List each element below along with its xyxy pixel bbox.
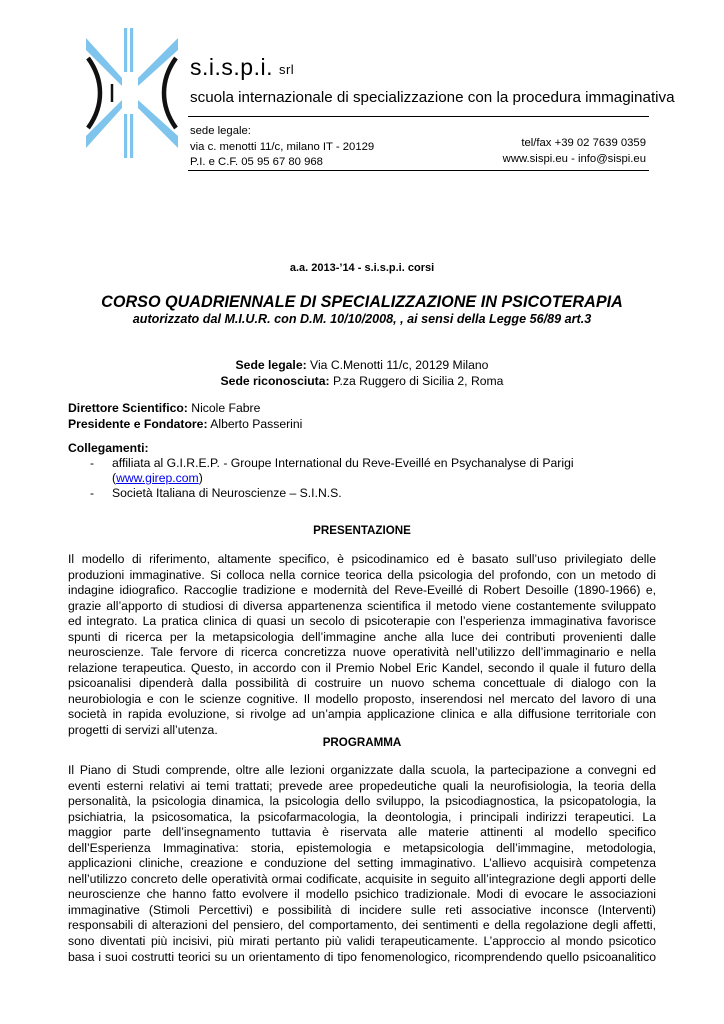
- section-title-presentazione: PRESENTAZIONE: [313, 524, 411, 537]
- sede-riconosciuta-value: P.za Ruggero di Sicilia 2, Roma: [329, 374, 504, 388]
- director-line: [68, 401, 656, 417]
- sede-legale-value: Via C.Menotti 11/c, 20129 Milano: [306, 358, 489, 372]
- section-title-programma: PROGRAMMA: [322, 736, 402, 749]
- text-line: neuroscienze che hanno fatto evolvere il modello psichico tradizionale. Modi di evocare le associazioni: [68, 887, 656, 902]
- sispi-logo-icon: [82, 28, 182, 158]
- text-line: relazione terapeutica. Questo, in accordo con il Premio Nobel Eric Kandel, secondo il quale il futuro della: [68, 660, 656, 675]
- course-subtitle: autorizzato dal M.I.U.R. con D.M. 10/10/2008, , ai sensi della Legge 56/89 art.3: [132, 312, 592, 326]
- founder-line: [68, 417, 656, 433]
- paragraph-presentazione: [68, 552, 656, 739]
- course-title: CORSO QUADRIENNALE DI SPECIALIZZAZIONE IN PSICOTERAPIA: [101, 293, 623, 311]
- text-line: neuroscienze. Tale fervore di ricerca concretizza nuove operatività nell’utilizzo dell’immaginario e nella: [68, 645, 656, 660]
- brand-suffix: srl: [278, 62, 295, 77]
- text-line: applicazioni cliniche, creazione e conduzione del setting immaginativo. L’allievo acquisirà competenza: [68, 856, 656, 871]
- text-line: maggior parte dell’insegnamento tuttavia è riservata alle materie attinenti al modello specifico: [68, 825, 656, 840]
- links-label: Collegamenti:: [68, 441, 149, 455]
- text-line: psichiatria, la psicosomatica, la psicofarmacologia, la deontologia, i principali indirizzi terapeutici. La: [68, 809, 656, 824]
- brand-text: s.i.s.p.i.: [190, 54, 273, 80]
- header-divider-top: [188, 116, 649, 117]
- text-line: neurobiologia e con le scienze cognitive. Il modello proposto, inserendosi nel mercato del lavoro di una: [68, 691, 656, 706]
- text-line: ed integrato. La pratica clinica di quasi un secolo di psicoterapie con l’esperienza immaginativa favorisce: [68, 614, 656, 629]
- paren-open: (: [112, 471, 117, 485]
- legal-label: sede legale:: [190, 125, 251, 137]
- text-line: Il modello di riferimento, altamente specifico, è psicodinamico ed è basato sull’uso privilegiato delle: [68, 552, 656, 566]
- text-line: basa i suoi costrutti teorici su un orientamento di tipo fenomenologico, ricomprendendo quello psicoanalitico: [68, 949, 656, 964]
- legal-tax-id: P.I. e C.F. 05 95 67 80 968: [190, 156, 323, 168]
- founder-label: Presidente e Fondatore:: [68, 416, 208, 431]
- brand-name: [190, 54, 294, 81]
- director-label: Direttore Scientifico:: [68, 401, 188, 415]
- text-line: dell’Esperienza Immaginativa: storia, epistemologia e metapsicologia dell’immagine, metodologia,: [68, 840, 656, 855]
- text-line: personalità, la psicologia dinamica, la psicologia dello sviluppo, la psicodiagnostica, la psicopatologia, la: [68, 794, 656, 809]
- people-block: [68, 401, 656, 432]
- link-item-girep-url-line: [112, 471, 203, 487]
- founder-value: Alberto Passerini: [207, 416, 303, 431]
- text-line: indagine idiografico. Raccoglie tradizione e modernità del Reve-Eveillé di Robert Desoille (1890-1966) e,: [68, 583, 656, 598]
- list-bullet: -: [90, 456, 95, 470]
- director-value: Nicole Fabre: [187, 401, 261, 415]
- text-line: progetti di servizi all’utenza.: [68, 723, 218, 738]
- academic-year: a.a. 2013-’14 - s.i.s.p.i. corsi: [289, 262, 435, 274]
- text-line: produzioni immaginative. Si colloca nella cornice teorica della psicologia del profondo, con un metodo di: [68, 567, 656, 582]
- legal-address-block: [190, 124, 374, 171]
- contact-web: www.sispi.eu - info@sispi.eu: [502, 152, 646, 165]
- tagline: scuola internazionale di specializzazione con la procedura immaginativa: [190, 89, 675, 106]
- text-line: immaginative (Stimoli Percettivi) e possibilità di incidere sulle reti associative inconsce (Interventi): [68, 902, 656, 917]
- text-line: società in rapida evoluzione, si rivolge ad un’ampia applicazione clinica e alla diffusione territoriale con: [68, 707, 656, 722]
- sede-legale-label: Sede legale:: [235, 358, 307, 372]
- text-line: nell’utilizzo concreto delle operatività ormai codificate, acquisite in seguito all’integrazione degli apporti delle: [68, 871, 656, 886]
- girep-link[interactable]: www.girep.com: [116, 471, 199, 485]
- text-line: Il Piano di Studi comprende, oltre alle lezioni organizzate dalla scuola, la partecipazione a convegni ed: [68, 763, 656, 777]
- text-line: spunti di ricerca per la metapsicologia dell’immagine anche alla luce dei contributi provenienti dalle: [68, 629, 656, 644]
- list-bullet: -: [90, 486, 95, 500]
- link-item-sins: Società Italiana di Neuroscienze – S.I.N.S.: [112, 486, 342, 500]
- text-line: sono diventati più incisivi, più mirati pertanto più validi terapeuticamente. L’approccio al mondo psicotico: [68, 934, 656, 949]
- paren-close: ): [198, 471, 203, 485]
- link-item-girep: affiliata al G.I.R.E.P. - Groupe International du Reve-Eveillé en Psychanalyse di Parigi: [112, 456, 574, 470]
- text-line: psicoanalisi dipenderà dalla possibilità di costruire un nuovo schema concettuale di dialogo con la: [68, 676, 656, 691]
- sede-legale-line: [0, 358, 724, 372]
- text-line: eventi esterni relativi ai temi trattati; prevede aree propedeutiche quali la neurofisiologia, la teoria della: [68, 778, 656, 793]
- legal-address: via c. menotti 11/c, milano IT - 20129: [190, 140, 375, 153]
- paragraph-programma: [68, 763, 656, 965]
- contact-phone: tel/fax +39 02 7639 0359: [521, 137, 646, 149]
- sede-riconosciuta-line: [0, 374, 724, 388]
- header-divider-bottom: [188, 170, 649, 171]
- text-line: responsabili di alterazioni del pensiero, del comportamento, dei sentimenti e della regolazione degli affetti,: [68, 918, 656, 933]
- text-line: grazie all’apporto di studiosi di diversa appartenenza scientifica il metodo viene costantemente sviluppato: [68, 598, 656, 613]
- contacts-block: [503, 136, 646, 167]
- sede-riconosciuta-label: Sede riconosciuta:: [220, 374, 330, 388]
